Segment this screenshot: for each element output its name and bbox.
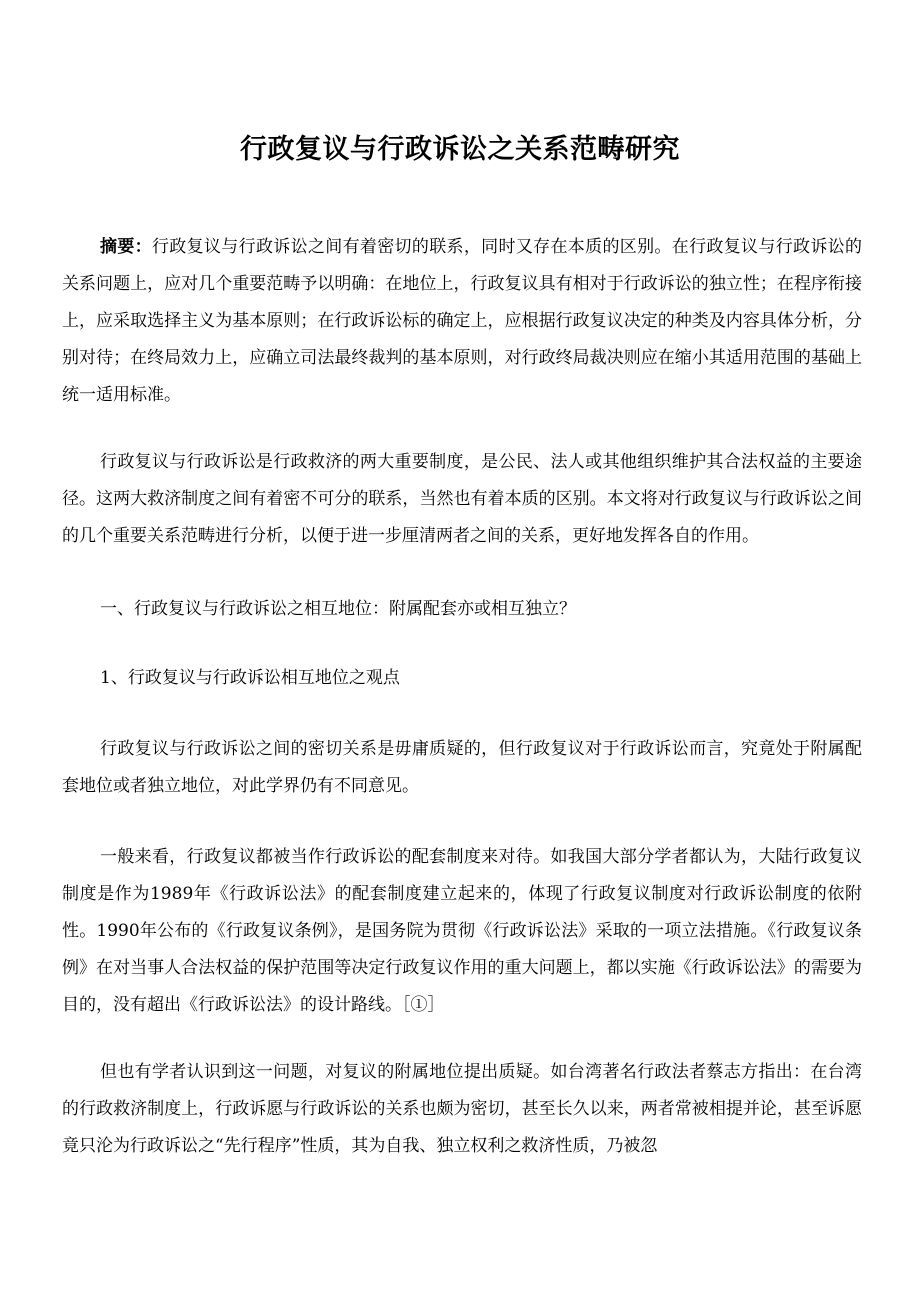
abstract-label: 摘要：: [100, 237, 152, 257]
subsection-heading: 1、行政复议与行政诉讼相互地位之观点: [100, 668, 400, 688]
body-paragraph: 一般来看，行政复议都被当作行政诉讼的配套制度来对待。如我国大部分学者都认为，大陆行政复议制度是作为1989年《行政诉讼法》的配套制度建立起来的，体现了行政复议制度对行政诉讼制度的依附性。1990年公布的《行政复议条例》，是国务院为贯彻《行政诉讼法》采取的一项立法措施。《行政复议条例》在对当事人合法权益的保护范围等决定行政复议作用的重大问题上，都以实施《行政诉讼法》的需要为目的，没有超出《行政诉讼法》的设计路线。［①］: [62, 847, 862, 1015]
document-title: 行政复议与行政诉讼之关系范畴研究: [240, 134, 680, 165]
body-paragraph: 但也有学者认识到这一问题，对复议的附属地位提出质疑。如台湾著名行政法者蔡志方指出：在台湾的行政救济制度上，行政诉愿与行政诉讼的关系也颇为密切，甚至长久以来，两者常被相提并论，甚至诉愿竟只沦为行政诉讼之“先行程序”性质，其为自我、独立权利之救济性质，乃被忽: [62, 1062, 862, 1156]
abstract-text: 行政复议与行政诉讼之间有着密切的联系，同时又存在本质的区别。在行政复议与行政诉讼的关系问题上，应对几个重要范畴予以明确：在地位上，行政复议具有相对于行政诉讼的独立性；在程序衔接上，应采取选择主义为基本原则；在行政诉讼标的确定上，应根据行政复议决定的种类及内容具体分析，分别对待；在终局效力上，应确立司法最终裁判的基本原则，对行政终局裁决则应在缩小其适用范围的基础上统一适用标准。: [62, 237, 863, 405]
intro-paragraph: 行政复议与行政诉讼是行政救济的两大重要制度，是公民、法人或其他组织维护其合法权益的主要途径。这两大救济制度之间有着密不可分的联系，当然也有着本质的区别。本文将对行政复议与行政诉讼之间的几个重要关系范畴进行分析，以便于进一步厘清两者之间的关系，更好地发挥各自的作用。: [62, 452, 862, 546]
section-heading: 一、行政复议与行政诉讼之相互地位：附属配套亦或相互独立？: [100, 599, 576, 619]
body-paragraph: 行政复议与行政诉讼之间的密切关系是毋庸质疑的，但行政复议对于行政诉讼而言，究竟处于附属配套地位或者独立地位，对此学界仍有不同意见。: [62, 739, 862, 796]
abstract-paragraph: [62, 229, 862, 414]
